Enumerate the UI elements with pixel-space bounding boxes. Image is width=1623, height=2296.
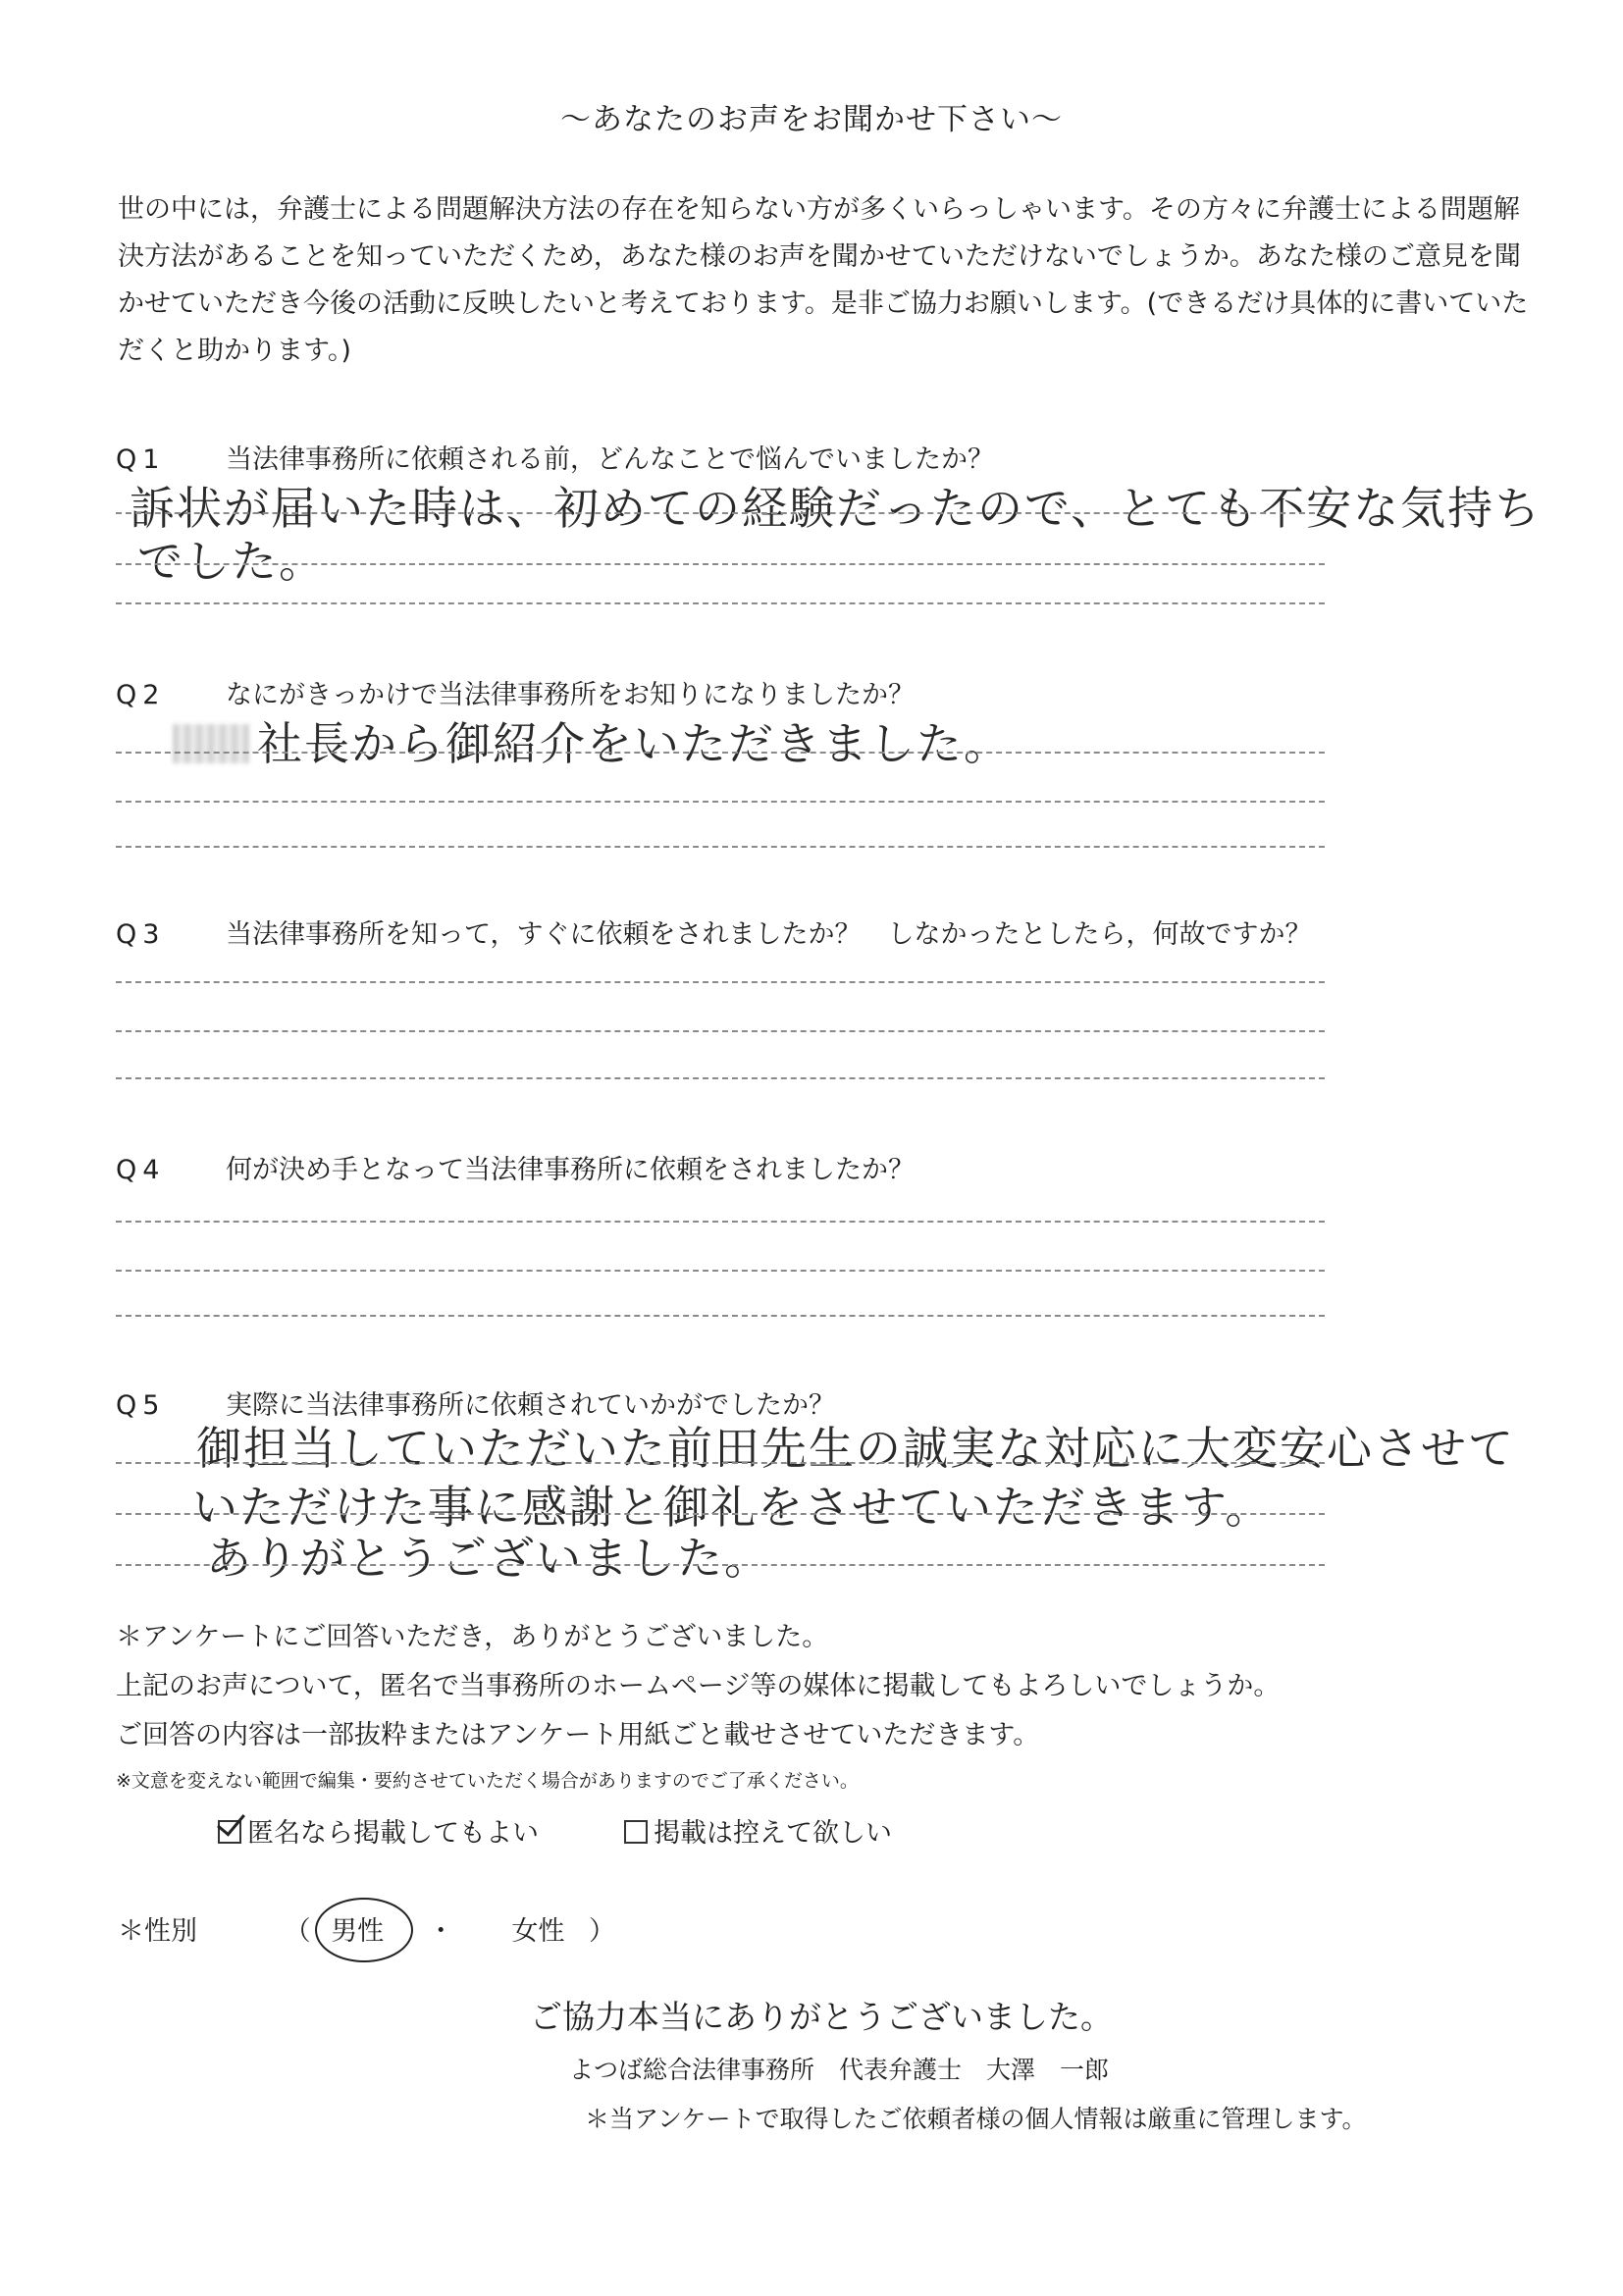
handwritten-answer-line: でした。 bbox=[137, 535, 326, 588]
handwritten-answer-line: 訴状が届いた時は、初めての経験だったので、とても不安な気持ち bbox=[130, 482, 1543, 535]
question-number: Q2 bbox=[116, 680, 166, 710]
question-text: 実際に当法律事務所に依頼されていかがでしたか？ bbox=[226, 1390, 835, 1421]
answer-line bbox=[116, 1315, 1325, 1317]
page-title: ～あなたのお声をお聞かせ下さい～ bbox=[560, 102, 1063, 137]
edit-disclaimer: ※文意を変えない範囲で編集・要約させていただく場合がありますのでご了承ください。 bbox=[116, 1770, 859, 1792]
answer-line bbox=[116, 1564, 1325, 1566]
intro-paragraph: 世の中には，弁護士による問題解決方法の存在を知らない方が多くいらっしゃいます。その方々に弁護士による問題解決方法があることを知っていただくため，あなた様のお声を聞かせていただけないでしょうか。あなた様のご意見を聞かせていただき今後の活動に反映したいと考えております。是非ご協力お願いします。(できるだけ具体的に書いていただくと助かります。) bbox=[118, 194, 1529, 366]
checkbox-checked-icon[interactable] bbox=[218, 1820, 241, 1844]
answer-line bbox=[116, 752, 1325, 754]
handwritten-answer-line: いただけた事に感謝と御礼をさせていただきます。 bbox=[192, 1481, 1273, 1534]
thanks-note: ＊アンケートにご回答いただき，ありがとうございました。 bbox=[116, 1622, 829, 1652]
answer-line bbox=[116, 1221, 1325, 1223]
handwritten-answer-line: ありがとうございました。 bbox=[206, 1532, 771, 1585]
gender-label: ＊性別 bbox=[118, 1916, 197, 1947]
redacted-name bbox=[173, 724, 249, 763]
answer-line bbox=[116, 1513, 1325, 1515]
answer-line bbox=[116, 512, 1325, 514]
answer-line bbox=[116, 563, 1325, 565]
question-number: Q5 bbox=[116, 1390, 166, 1421]
answer-line bbox=[116, 846, 1325, 848]
option-decline[interactable] bbox=[624, 1811, 892, 1850]
publish-detail: ご回答の内容は一部抜粋またはアンケート用紙ごと載せさせていただきます。 bbox=[116, 1720, 1040, 1750]
question-text: 何が決め手となって当法律事務所に依頼をされましたか？ bbox=[226, 1155, 915, 1185]
publish-question: 上記のお声について，匿名で当事務所のホームページ等の媒体に掲載してもよろしいでしょうか。 bbox=[116, 1671, 1281, 1701]
answer-line bbox=[116, 1077, 1325, 1079]
question-text: 当法律事務所に依頼される前，どんなことで悩んでいましたか？ bbox=[226, 444, 994, 475]
question-text: なにがきっかけで当法律事務所をお知りになりましたか？ bbox=[226, 680, 915, 710]
answer-line bbox=[116, 602, 1325, 604]
question-number: Q3 bbox=[116, 919, 166, 950]
question-number: Q1 bbox=[116, 444, 166, 475]
option-label: 掲載は控えて欲しい bbox=[654, 1818, 892, 1849]
answer-line bbox=[116, 801, 1325, 803]
answer-line bbox=[116, 1270, 1325, 1272]
closing-thanks: ご協力本当にありがとうございました。 bbox=[530, 1998, 1113, 2036]
gender-female[interactable]: 女性 bbox=[511, 1916, 565, 1947]
signature: よつば総合法律事務所 代表弁護士 大澤 一郎 bbox=[569, 2056, 1110, 2084]
answer-line bbox=[116, 1462, 1325, 1464]
option-label: 匿名なら掲載してもよい bbox=[247, 1818, 539, 1849]
question-text: 当法律事務所を知って，すぐに依頼をされましたか？ しなかったとしたら，何故ですか？ bbox=[226, 919, 1312, 950]
gender-row: ＊性別 （ 男性 ・ 女性 ） bbox=[118, 1909, 615, 1948]
question-number: Q4 bbox=[116, 1155, 166, 1185]
answer-line bbox=[116, 1030, 1325, 1032]
handwritten-answer-line: 御担当していただいた前田先生の誠実な対応に大変安心させて bbox=[196, 1422, 1515, 1475]
handwritten-answer-line: 社長から御紹介をいただきました。 bbox=[173, 708, 1011, 773]
checkbox-icon[interactable] bbox=[624, 1820, 648, 1844]
privacy-note: ＊当アンケートで取得したご依頼者様の個人情報は厳重に管理します。 bbox=[585, 2105, 1367, 2133]
gender-male-selected[interactable]: 男性 bbox=[325, 1909, 390, 1948]
answer-line bbox=[116, 981, 1325, 983]
option-anonymous[interactable] bbox=[218, 1811, 539, 1850]
